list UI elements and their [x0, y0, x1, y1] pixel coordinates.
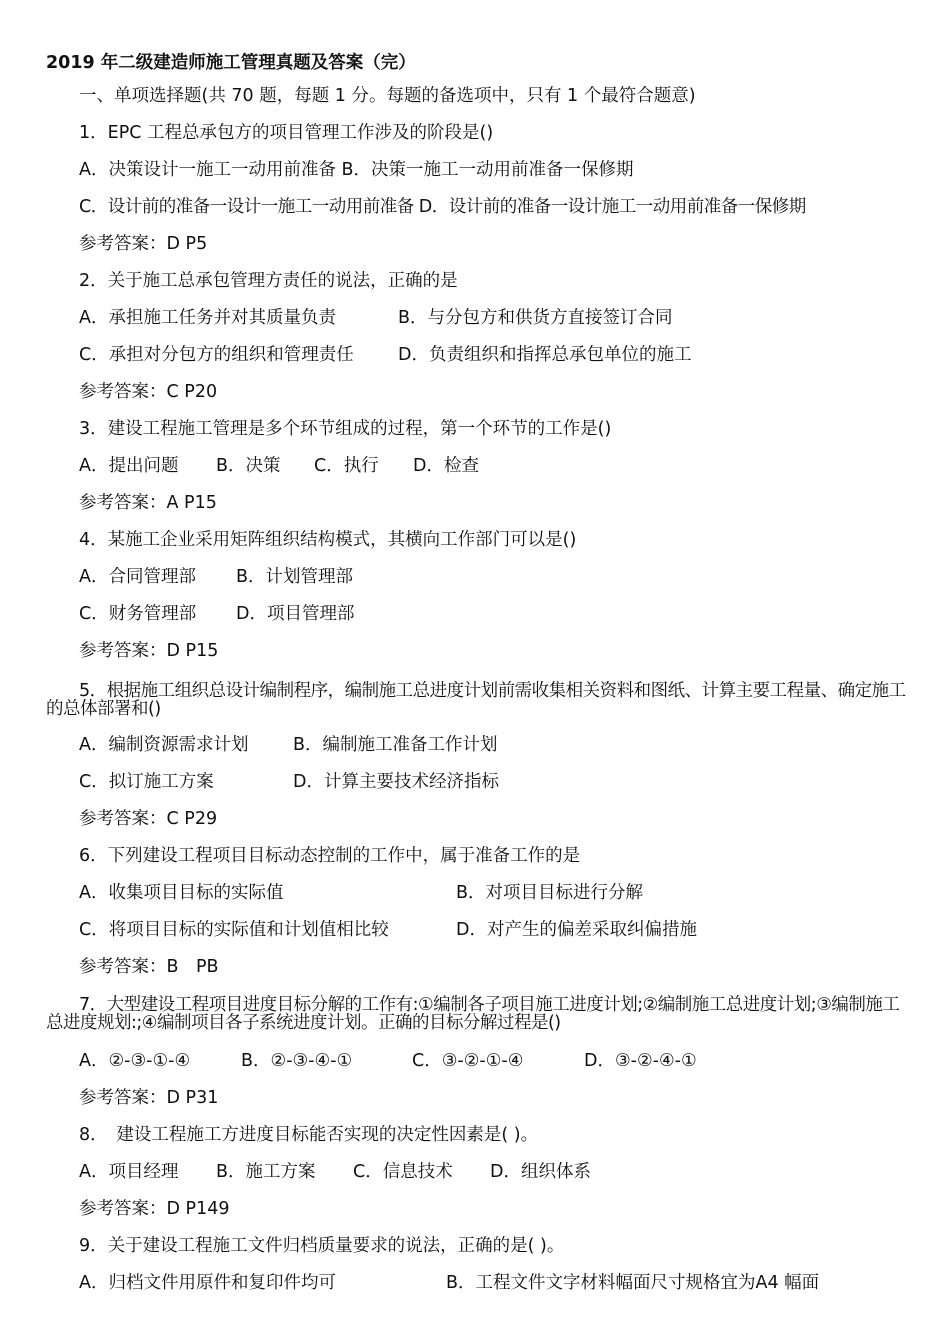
question-6-stem: 6．下列建设工程项目目标动态控制的工作中，属于准备工作的是	[79, 846, 581, 866]
question-8-option-d: D．组织体系	[490, 1162, 591, 1182]
question-4-option-a: A．合同管理部	[79, 567, 196, 587]
question-5-stem: 5．根据施工组织总设计编制程序，编制施工总进度计划前需收集相关资料和图纸、计算主要工程量、确定施工的总体部署和()	[46, 681, 906, 719]
question-1-stem: 1．EPC 工程总承包方的项目管理工作涉及的阶段是()	[79, 123, 494, 143]
question-2-stem: 2．关于施工总承包管理方责任的说法，正确的是	[79, 271, 458, 291]
question-7-option-b: B．②-③-④-①	[241, 1051, 353, 1071]
question-2-option-c: C．承担对分包方的组织和管理责任	[79, 345, 354, 365]
question-6-option-d: D．对产生的偏差采取纠偏措施	[456, 920, 697, 940]
question-8-answer: 参考答案：D P149	[79, 1199, 230, 1219]
question-8-option-c: C．信息技术	[353, 1162, 453, 1182]
question-5-option-b: B．编制施工准备工作计划	[293, 735, 498, 755]
question-1-options-line-1: A．决策设计一施工一动用前准备 B．决策一施工一动用前准备一保修期	[79, 160, 634, 180]
question-7-option-a: A．②-③-①-④	[79, 1051, 191, 1071]
question-7-stem: 7．大型建设工程项目进度目标分解的工作有:①编制各子项目施工进度计划;②编制施工总进度计划;③编制施工总进度规划:;④编制项目各子系统进度计划。正确的目标分解过程是()	[46, 995, 900, 1033]
question-5-answer: 参考答案：C P29	[79, 809, 218, 829]
question-8-option-b: B．施工方案	[216, 1162, 316, 1182]
question-7-option-d: D．③-②-④-①	[584, 1051, 697, 1071]
question-3-option-c: C．执行	[314, 456, 379, 476]
question-4-option-d: D．项目管理部	[236, 604, 355, 624]
question-3-option-b: B．决策	[216, 456, 281, 476]
question-2-option-a: A．承担施工任务并对其质量负责	[79, 308, 336, 328]
question-9-option-a: A．归档文件用原件和复印件均可	[79, 1273, 336, 1293]
question-5-option-a: A．编制资源需求计划	[79, 735, 249, 755]
question-7-option-c: C．③-②-①-④	[412, 1051, 524, 1071]
question-9-stem: 9．关于建设工程施工文件归档质量要求的说法，正确的是( )。	[79, 1236, 565, 1256]
question-9-option-b: B．工程文件文字材料幅面尺寸规格宜为A4 幅面	[446, 1273, 820, 1293]
question-6-option-c: C．将项目目标的实际值和计划值相比较	[79, 920, 389, 940]
question-2-option-d: D．负责组织和指挥总承包单位的施工	[398, 345, 692, 365]
question-4-answer: 参考答案：D P15	[79, 641, 219, 661]
question-5-option-c: C．拟订施工方案	[79, 772, 214, 792]
question-3-option-a: A．提出问题	[79, 456, 179, 476]
question-3-stem: 3．建设工程施工管理是多个环节组成的过程，第一个环节的工作是()	[79, 419, 612, 439]
question-3-answer: 参考答案：A P15	[79, 493, 217, 513]
question-6-option-a: A．收集项目目标的实际值	[79, 883, 284, 903]
question-4-option-b: B．计划管理部	[236, 567, 354, 587]
question-4-stem: 4．某施工企业采用矩阵组织结构模式，其横向工作部门可以是()	[79, 530, 577, 550]
question-8-option-a: A．项目经理	[79, 1162, 179, 1182]
question-2-option-b: B．与分包方和供货方直接签订合同	[398, 308, 673, 328]
question-1-answer: 参考答案：D P5	[79, 234, 208, 254]
question-2-answer: 参考答案：C P20	[79, 382, 218, 402]
question-6-option-b: B．对项目目标进行分解	[456, 883, 644, 903]
question-3-option-d: D．检查	[413, 456, 479, 476]
question-4-option-c: C．财务管理部	[79, 604, 197, 624]
question-6-answer: 参考答案：B PB	[79, 957, 219, 977]
question-1-options-line-2: C．设计前的准备一设计一施工一动用前准备 D．设计前的准备一设计施工一动用前准备一保修期	[79, 197, 806, 217]
question-5-option-d: D．计算主要技术经济指标	[293, 772, 499, 792]
document-title: 2019 年二级建造师施工管理真题及答案（完）	[46, 53, 416, 73]
question-7-answer: 参考答案：D P31	[79, 1088, 219, 1108]
question-8-stem: 8． 建设工程施工方进度目标能否实现的决定性因素是( )。	[79, 1125, 539, 1145]
section-heading: 一、单项选择题(共 70 题，每题 1 分。每题的备选项中，只有 1 个最符合题意)	[79, 86, 696, 106]
